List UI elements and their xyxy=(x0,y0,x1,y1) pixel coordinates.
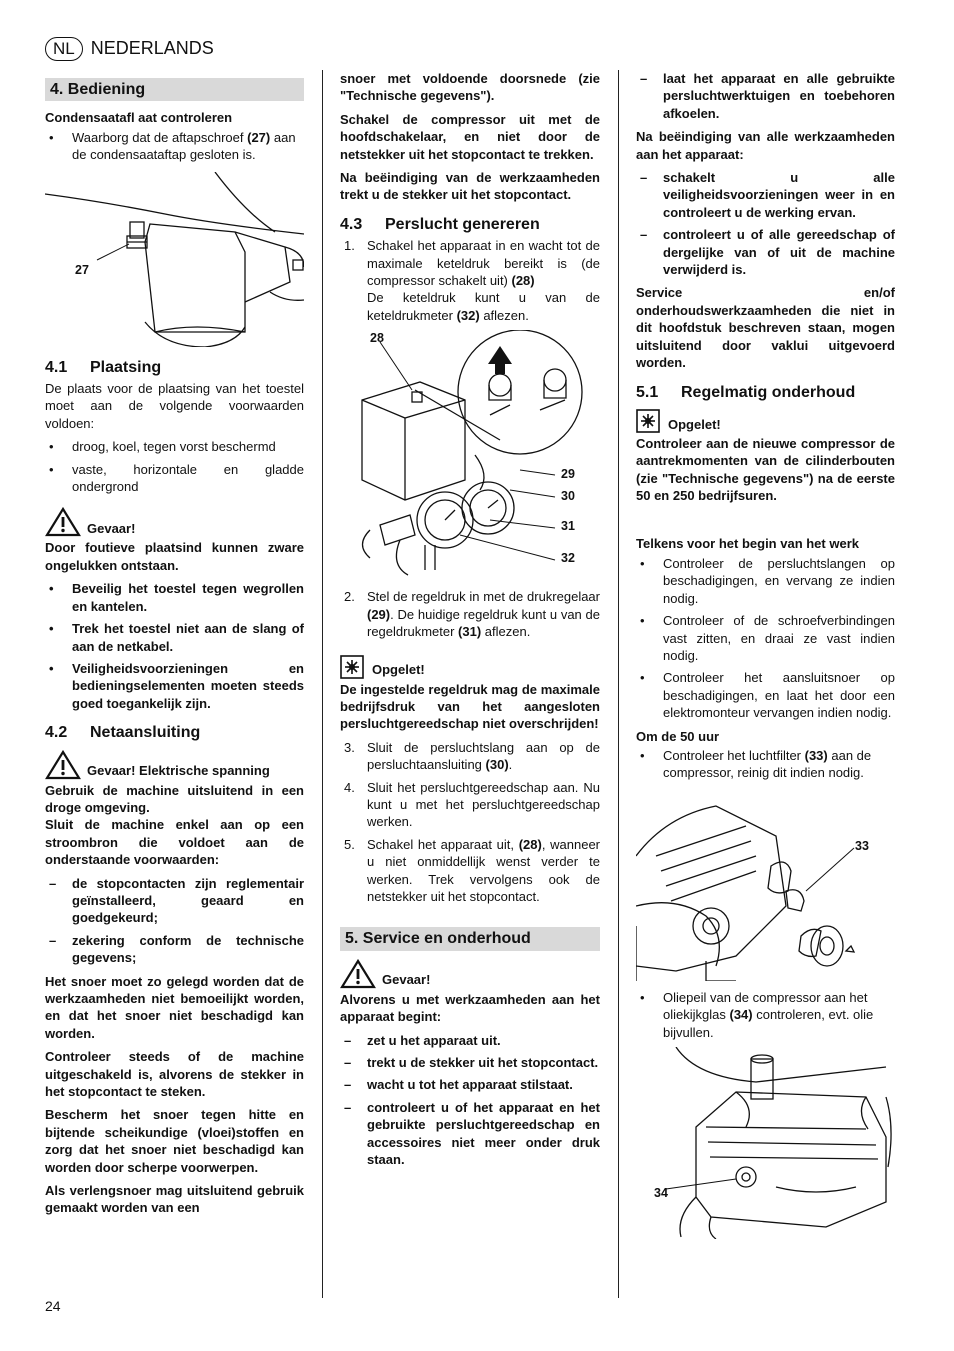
danger-list xyxy=(636,70,895,122)
pressure-switch-illustration xyxy=(340,330,600,580)
danger-list xyxy=(45,580,304,712)
after-work-list xyxy=(636,169,895,278)
danger-list xyxy=(340,1032,600,1169)
paragraph: Na beëindiging van alle werkzaamheden aan het apparaat: xyxy=(636,129,895,162)
list-item: – de stopcontacten zijn reglementair geïnstalleerd, geaard en goedgekeurd; xyxy=(49,875,304,926)
condensate-list xyxy=(45,129,304,164)
paragraph: Bescherm het snoer tegen hitte en bijtende scheikundige (vloei)stoffen en zorg dat het snoer niet beschadigd kan worden door scherpe voorwerpen. xyxy=(45,1107,304,1175)
before-work-list xyxy=(636,555,895,722)
section-4-heading: 4. Bediening xyxy=(45,78,304,101)
pressure-switch-figure xyxy=(340,330,600,580)
figure-callout: 33 xyxy=(855,838,869,853)
danger-text: Alvorens u met werkzaamheden aan het apparaat begint: xyxy=(340,991,600,1025)
condensate-drain-figure xyxy=(45,172,304,347)
steps-list xyxy=(340,588,600,640)
list-item: • Controleer of de schroefverbindingen vast zitten, en draai ze vast indien nodig. xyxy=(640,613,895,663)
paragraph: snoer met voldoende doorsnede (zie "Technische gegevens"). xyxy=(340,71,600,104)
list-item: – laat het apparaat en alle gebruikte persluchtwerktuigen en toebehoren afkoelen. xyxy=(640,71,895,121)
section-4-1-heading: 4.1 Plaatsing xyxy=(45,358,162,376)
list-item: 4. Sluit het persluchtgereedschap aan. Nu kunt u met het persluchtgereedschap werken. xyxy=(344,779,600,830)
caution-notice: Opgelet! xyxy=(636,409,895,433)
list-item: • vaste, horizontale en gladde ondergrond xyxy=(49,461,304,495)
list-item: • Controleer het aansluitsnoer op beschadigingen, en laat het door een elektromonteur vervangen indien nodig. xyxy=(640,670,895,721)
list-item: 2. Stel de regeldruk in met de drukregelaar (29). De huidige regeldruk kunt u van de regeldrukmeter (31) aflezen. xyxy=(344,589,600,640)
danger-notice: Gevaar! Elektrische spanning xyxy=(45,750,304,780)
danger-text: Gebruik de machine uitsluitend in een droge omgeving. xyxy=(45,782,304,815)
warning-triangle-icon xyxy=(45,750,81,780)
list-item: – zekering conform de technische gegevens; xyxy=(49,932,304,966)
caution-text: De ingestelde regeldruk mag de maximale bedrijfsdruk van het aangesloten persluchtgereedschap niet overschrijden! xyxy=(340,681,600,732)
list-item: 3. Sluit de persluchtslang aan op de persluchtaansluiting (30). xyxy=(344,739,600,773)
steps-list xyxy=(340,739,600,906)
caution-icon xyxy=(636,409,662,433)
air-filter-figure xyxy=(636,796,895,981)
list-item: 5. Schakel het apparaat uit, (28), wanneer u niet onmiddellijk wenst verder te werken. Trek vervolgens ook de netstekker uit het stopcontact. xyxy=(344,836,601,904)
list-item: • Controleer de persluchtslangen op beschadigingen, en vervang ze indien nodig. xyxy=(640,555,895,606)
paragraph: Controleer steeds of de machine uitgeschakeld is, alvorens de stekker in het stopcontact te steken. xyxy=(45,1049,304,1100)
section-5-heading: 5. Service en onderhoud xyxy=(340,927,600,950)
column-divider xyxy=(618,70,619,1298)
paragraph: Als verlengsnoer mag uitsluitend gebruik gemaakt worden van een xyxy=(45,1183,304,1216)
paragraph: De plaats voor de plaatsing van het toestel moet aan de volgende voorwaarden voldoen: xyxy=(45,381,304,431)
page-header xyxy=(45,36,214,62)
figure-callout: 30 xyxy=(561,489,575,504)
caution-text: Controleer aan de nieuwe compressor de aantrekmomenten van de cilinderbouten (zie "Technische gegevens") na de eerste 50 en 250 bedrijfsuren. xyxy=(636,435,895,504)
list-item: • Oliepeil van de compressor aan het oliekijkglas (34) controleren, evt. olie bijvullen. xyxy=(640,989,874,1040)
oil-sight-glass-figure xyxy=(636,1047,895,1239)
warning-triangle-icon xyxy=(340,959,376,989)
danger-notice: Gevaar! xyxy=(45,507,304,537)
caution-icon xyxy=(340,655,366,679)
danger-text: Sluit de machine enkel aan op een stroombron die voldoet aan de onderstaande voorwaarden: xyxy=(45,817,304,868)
column-1 xyxy=(45,70,304,1223)
figure-callout: 32 xyxy=(561,551,575,566)
warning-triangle-icon xyxy=(45,507,81,537)
list-item: 1. Schakel het apparaat in en wacht tot de maximale keteldruk bereikt is (de compressor schakelt uit) (28) De keteldruk kunt u van de keteldrukmeter (32) aflezen. xyxy=(344,238,600,323)
paragraph: Na beëindiging van de werkzaamheden trekt u de stekker uit het stopcontact. xyxy=(340,170,600,203)
list-item: – zet u het apparaat uit. xyxy=(344,1032,501,1048)
figure-callout: 27 xyxy=(75,262,89,277)
caution-notice: Opgelet! xyxy=(340,655,600,679)
figure-callout: 34 xyxy=(654,1186,668,1201)
section-4-2-heading: 4.2 Netaansluiting xyxy=(45,724,201,742)
oil-list xyxy=(636,989,895,1041)
figure-callout: 31 xyxy=(561,519,575,534)
interval-list xyxy=(636,747,895,782)
list-item: • Waarborg dat de aftapschroef (27) aan de condensaataftap gesloten is. xyxy=(49,129,296,163)
steps-list xyxy=(340,237,600,324)
column-2 xyxy=(340,70,600,1174)
column-divider xyxy=(322,70,323,1298)
list-item: – schakelt u alle veiligheidsvoorzieningen weer in en controleert u de werking ervan. xyxy=(640,170,895,220)
paragraph: Schakel de compressor uit met de hoofdschakelaar, en niet door de netstekker uit het stopcontact te trekken. xyxy=(340,111,600,162)
list-item: • Controleer het luchtfilter (33) aan de compressor, reinig dit indien nodig. xyxy=(640,748,872,781)
interval-heading: Om de 50 uur xyxy=(636,728,720,744)
placement-list xyxy=(45,438,304,495)
figure-callout: 28 xyxy=(370,331,384,346)
list-item: • Beveilig het toestel tegen wegrollen en kantelen. xyxy=(49,581,304,614)
list-item: – wacht u tot het apparaat stilstaat. xyxy=(344,1077,573,1093)
danger-notice: Gevaar! xyxy=(340,959,600,989)
list-item: • Trek het toestel niet aan de slang of aan de netkabel. xyxy=(49,621,304,654)
language-name: NEDERLANDS xyxy=(90,38,214,59)
language-code-badge: NL xyxy=(45,37,83,61)
oil-sight-glass-illustration xyxy=(636,1047,895,1239)
paragraph: Service en/of onderhoudswerkzaamheden die niet in dit hoofdstuk beschreven staan, mogen uitsluitend door vaklui uitgevoerd worden. xyxy=(636,285,895,371)
before-work-heading: Telkens voor het begin van het werk xyxy=(636,535,859,551)
section-5-1-heading: 5.1 Regelmatig onderhoud xyxy=(636,383,856,401)
page-number: 24 xyxy=(45,1298,61,1314)
drain-screw-illustration xyxy=(45,172,304,347)
section-4-3-heading: 4.3 Perslucht genereren xyxy=(340,215,540,233)
conditions-list xyxy=(45,875,304,967)
list-item: • Veiligheidsvoorzieningen en bedieningselementen moeten steeds goed toegankelijk zijn. xyxy=(49,660,304,711)
list-item: • droog, koel, tegen vorst beschermd xyxy=(49,439,276,455)
air-filter-illustration xyxy=(636,796,895,981)
condensate-heading: Condensaatafl aat controleren xyxy=(45,110,233,126)
list-item: – controleert u of alle gereedschap of dergelijke van of uit de machine verwijderd is. xyxy=(640,227,895,278)
figure-callout: 29 xyxy=(561,467,575,482)
list-item: – trekt u de stekker uit het stopcontact. xyxy=(344,1055,599,1070)
paragraph: Het snoer moet zo gelegd worden dat de werkzaamheden niet bemoeilijkt worden, en dat het snoer niet beschadigd kan worden. xyxy=(45,973,304,1041)
danger-text: Door foutieve plaatsind kunnen zware ongelukken ontstaan. xyxy=(45,540,304,573)
column-3 xyxy=(636,70,895,1247)
list-item: – controleert u of het apparaat en het gebruikte persluchtgereedschap en accessoires niet meer onder druk staan. xyxy=(344,1099,600,1168)
